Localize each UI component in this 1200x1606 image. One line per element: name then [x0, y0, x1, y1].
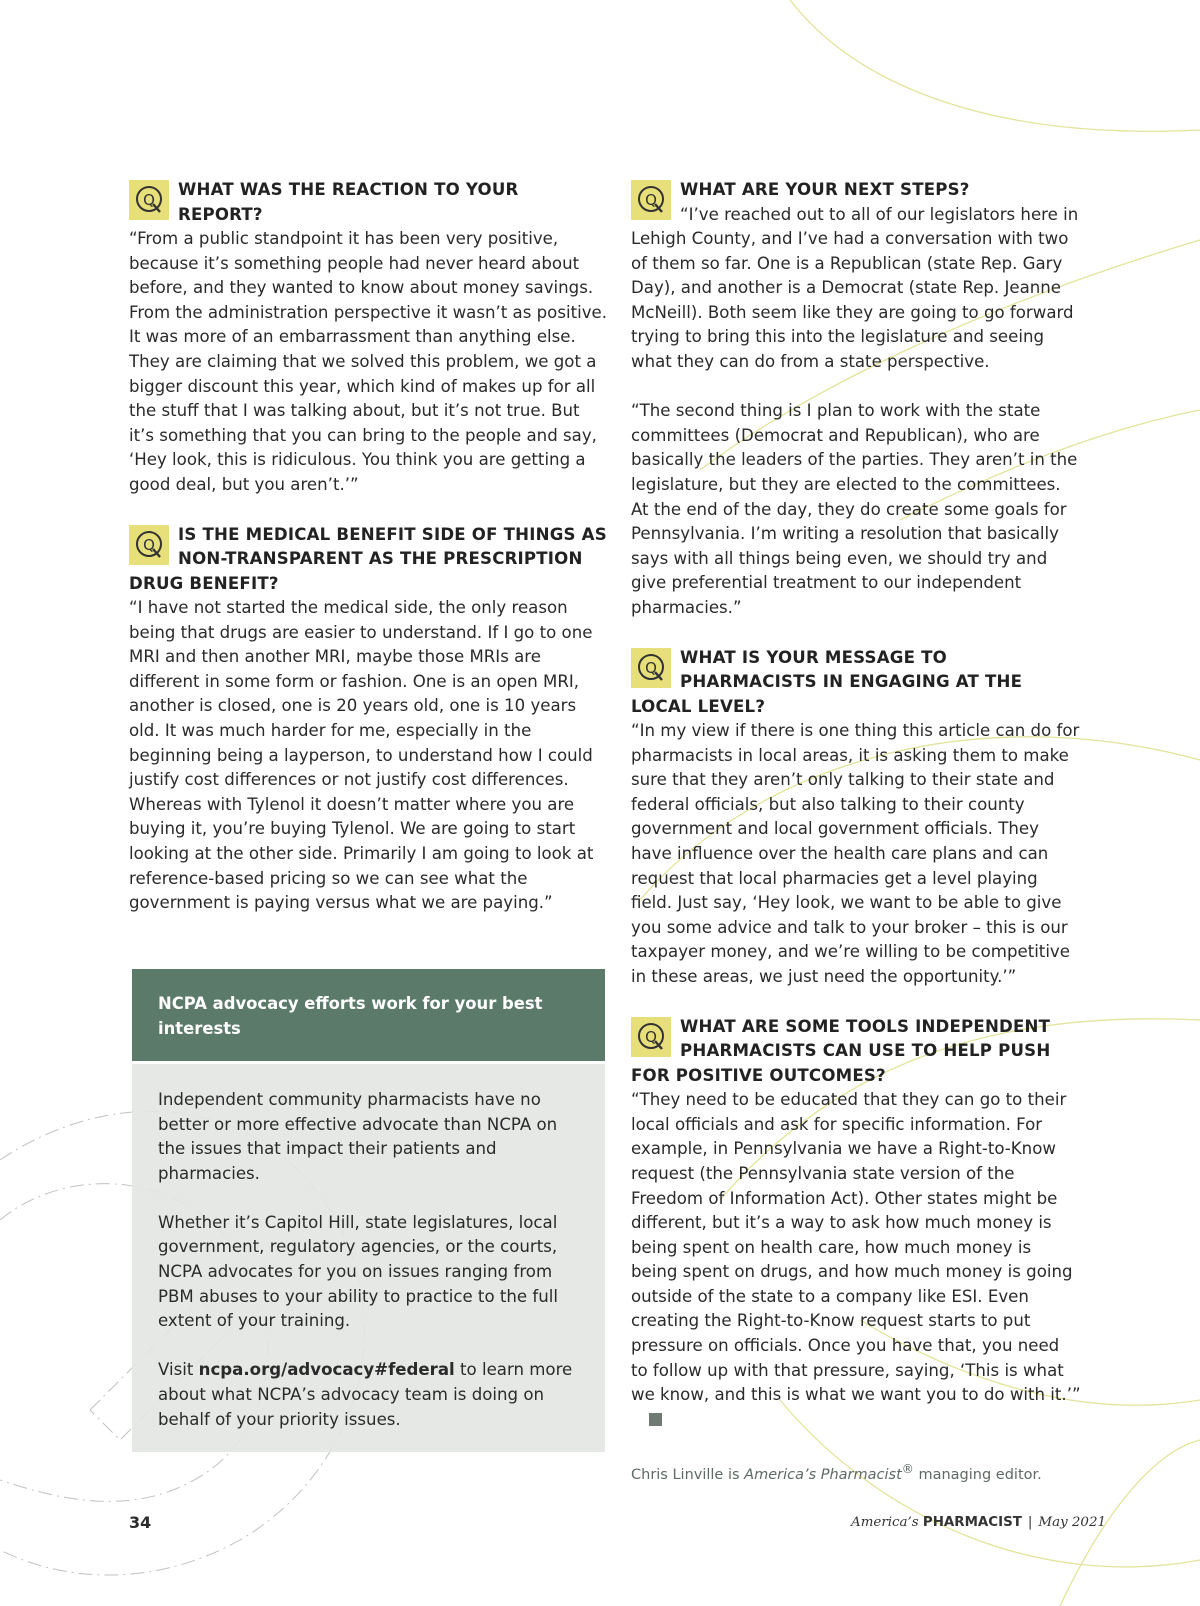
question-heading: WHAT WAS THE REACTION TO YOUR REPORT?	[178, 180, 519, 224]
end-mark-icon	[649, 1413, 662, 1426]
question-heading: WHAT ARE YOUR NEXT STEPS?	[680, 180, 970, 199]
q-badge-icon	[631, 180, 671, 220]
q-badge-icon	[631, 648, 671, 688]
qa-block-next-steps	[631, 178, 1081, 621]
page-number: 34	[129, 1513, 152, 1532]
question-heading: WHAT IS YOUR MESSAGE TO PHARMACISTS IN ENGAGING AT THE LOCAL LEVEL?	[631, 647, 1023, 716]
issue-date: May 2021	[1038, 1515, 1106, 1530]
svg-text:Q: Q	[645, 658, 657, 677]
running-footer	[851, 1515, 1106, 1530]
qa-block-tools	[631, 1015, 1081, 1433]
svg-text:Q: Q	[143, 535, 155, 554]
question-heading: IS THE MEDICAL BENEFIT SIDE OF THINGS AS NON-TRANSPARENT AS THE PRESCRIPTION DRUG BENEFIT?	[129, 524, 607, 593]
sidebar-paragraph: Whether it’s Capitol Hill, state legislatures, local government, regulatory agencies, or the courts, NCPA advocates for you on issues ranging from PBM abuses to your ability to practice to the full extent of your training.	[158, 1212, 558, 1331]
publication-name-bold: PHARMACIST	[922, 1515, 1022, 1530]
advocacy-link[interactable]: ncpa.org/advocacy#federal	[198, 1360, 455, 1380]
advocacy-sidebar-box	[132, 969, 605, 1452]
answer-text: “I have not started the medical side, the only reason being that drugs are easier to understand. If I go to one MRI and then another MRI, maybe those MRIs are different in some form or fashion. One is an open MRI, another is closed, one is 20 years old, one is 10 years old. It was much harder for me, especially in the beginning being a layperson, to understand how I could justify cost differences or not justify cost differences. Whereas with Tylenol it doesn’t matter where you are buying it, you’re buying Tylenol. We are going to start looking at the other side. Primarily I am going to look at reference-based pricing so we can see what the government is paying versus what we are paying.”	[129, 598, 594, 913]
q-badge-icon	[631, 1017, 671, 1057]
footer-separator: |	[1027, 1515, 1033, 1530]
qa-block-medical-benefit	[129, 523, 609, 916]
answer-text: “They need to be educated that they can go to their local officials and ask for specific information. For example, in Pennsylvania we have a Right-to-Know request (the Pennsylvania state version of the Freedom of Information Act). Other states might be different, but it’s a way to ask how much money is being spent on health care, how much money is being spent on drugs, and how much money is going outside of the state to a company like ESI. Even creating the Right-to-Know request starts to put pressure on officials. Once you have that, you need to follow up with that pressure, saying, ‘This is what we know, and this is what we want you to do with it.’”	[631, 1088, 1081, 1432]
sidebar-paragraph: Visit ncpa.org/advocacy#federal to learn more about what NCPA’s advocacy team is doing on behalf of your priority issues.	[158, 1360, 573, 1429]
sidebar-body	[132, 1064, 605, 1452]
svg-text:Q: Q	[143, 191, 155, 209]
q-badge-icon	[129, 525, 169, 565]
q-badge-icon	[129, 180, 169, 220]
author-byline: Chris Linville is America’s Pharmacist® managing editor.	[631, 1462, 1042, 1484]
svg-text:Q: Q	[645, 1027, 657, 1046]
publication-name-italic: America’s	[851, 1515, 919, 1530]
sidebar-paragraph: Independent community pharmacists have no better or more effective advocate than NCPA on the issues that impact their patients and pharmacies.	[158, 1090, 558, 1183]
sidebar-title: NCPA advocacy efforts work for your best interests	[132, 969, 605, 1064]
answer-text: “I’ve reached out to all of our legislators here in Lehigh County, and I’ve had a conversation with two of them so far. One is a Republican (state Rep. Gary Day), and another is a Democrat (state Rep. Jeanne McNeill). Both seem like they are going to go forward trying to bring this into the legislature and seeing what they can do from a state perspective. “The second thing is I plan to work with the state committees (Democrat and Republican), who are basically the leaders of the parties. They aren’t in the legislature, but they are elected to the committees. At the end of the day, they do create some goals for Pennsylvania. I’m writing a resolution that basically says with all things being even, we should try and give preferential treatment to our independent pharmacies.”	[631, 204, 1079, 617]
left-column	[129, 178, 609, 941]
svg-text:Q: Q	[645, 191, 657, 209]
right-column	[631, 178, 1081, 1483]
qa-block-reaction	[129, 178, 609, 498]
answer-text: “In my view if there is one thing this article can do for pharmacists in local areas, it is asking them to make sure that they aren’t only talking to their state and federal officials, but also talking to their county government and local government officials. They have influence over the health care plans and can request that local pharmacies get a level playing field. Just say, ‘Hey look, we want to be able to give you some advice and talk to your broker – this is our taxpayer money, and we’re willing to be competitive in these areas, we just need the opportunity.’”	[631, 721, 1080, 987]
qa-block-local-level	[631, 646, 1081, 990]
question-heading: WHAT ARE SOME TOOLS INDEPENDENT PHARMACISTS CAN USE TO HELP PUSH FOR POSITIVE OUTCOMES?	[631, 1016, 1051, 1085]
answer-text: “From a public standpoint it has been very positive, because it’s something people had never heard about before, and they wanted to know about money savings. From the administration perspective it wasn’t as positive. It was more of an embarrassment than anything else. They are claiming that we solved this problem, we got a bigger discount this year, which kind of makes up for all the stuff that I was talking about, but it’s not true. But it’s something that you can bring to the people and say, ‘Hey look, this is ridiculous. You think you are getting a good deal, but you aren’t.’”	[129, 229, 607, 494]
